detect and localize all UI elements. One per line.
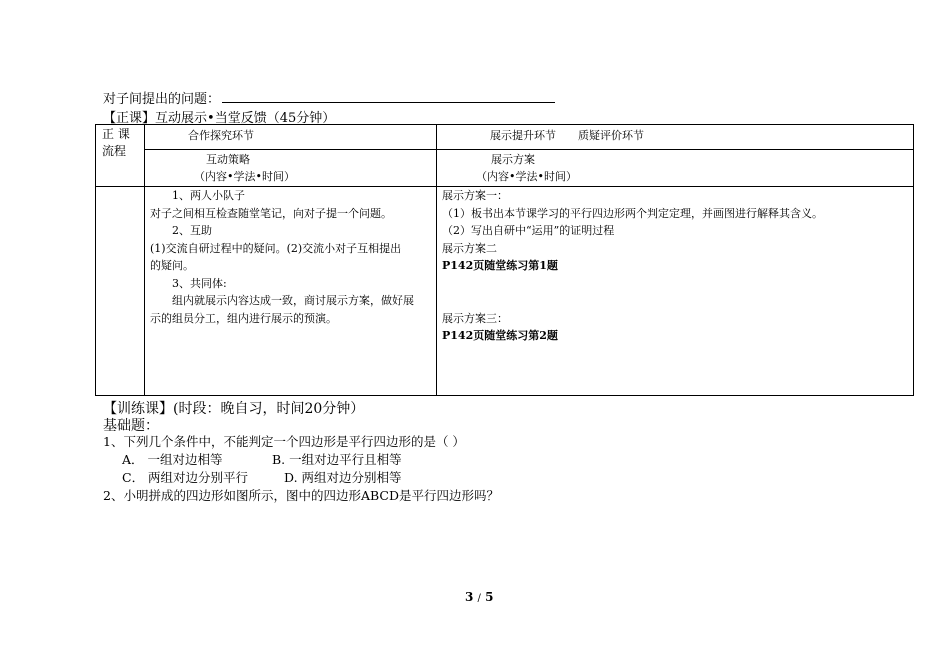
question-1-option-a: A． 一组对边相等 [122,452,223,467]
training-heading: 【训练课】(时段：晚自习，时间20分钟） [103,401,365,417]
lesson-flow-table [95,124,914,396]
left-body-line-5: 的疑问。 [150,259,194,272]
right-body-line-5: P142页随堂练习第1题 [442,259,558,272]
col3-sub-line1: 展示方案 [491,153,535,166]
left-body-line-3: 2、互助 [150,224,212,237]
question-line-label: 对子间提出的问题： [103,92,221,107]
question-2: 2、小明拼成的四边形如图所示，图中的四边形ABCD是平行四边形吗？ [103,488,499,503]
page-number [465,590,493,604]
left-body-line-1: 1、两人小队子 [150,189,245,202]
col3-sub-line2: （内容•学法•时间） [476,170,577,183]
question-1-option-b: B. 一组对边平行且相等 [272,452,402,467]
col1-header-line1: 正 课 [102,127,130,141]
answer-underline [222,102,555,103]
right-body-line-3: （2）写出自研中“运用”的证明过程 [442,224,615,237]
col2-sub-line2: （内容•学法•时间） [194,170,295,183]
section-word: 正课 [116,111,143,126]
right-body-line-9: P142页随堂练习第2题 [442,329,558,342]
table-col-divider-1 [144,125,145,396]
basic-questions-heading: 基础题： [103,418,159,434]
right-body-line-4: 展示方案二 [442,241,497,255]
page-total: 5 [485,590,494,604]
left-body-line-6: 3、共同体: [150,276,227,290]
col2-sub-line1: 互动策略 [206,153,250,166]
left-body-line-7: 组内就展示内容达成一致，商讨展示方案，做好展 [150,294,414,307]
col1-header-line2: 流程 [102,144,127,158]
page-separator: / [477,593,481,604]
section-rest: 】互动展示•当堂反馈（45分钟） [142,111,336,126]
table-col-divider-2 [436,125,437,396]
right-body-line-1: 展示方案一： [442,189,508,202]
col2-header: 合作探究环节 [188,129,254,142]
question-1: 1、下列几个条件中，不能判定一个四边形是平行四边形的是（ ） [103,434,465,449]
question-1-option-c: C． 两组对边分别平行 [122,470,249,485]
bracket-open: 【 [103,111,117,126]
right-body-line-8: 展示方案三： [442,311,508,325]
col3-header: 展示提升环节 质疑评价环节 [490,129,644,142]
page-current: 3 [465,590,474,604]
left-body-line-8: 示的组员分工，组内进行展示的预演。 [150,311,337,325]
table-header-divider [144,149,914,150]
left-body-line-4: (1)交流自研过程中的疑问。(2)交流小对子互相提出 [150,241,402,255]
right-body-line-2: （1）板书出本节课学习的平行四边形两个判定定理，并画图进行解释其含义。 [442,206,823,220]
question-1-option-d: D. 两组对边分别相等 [284,470,402,485]
left-body-line-2: 对子之间相互检查随堂笔记，向对子提一个问题。 [150,206,392,220]
